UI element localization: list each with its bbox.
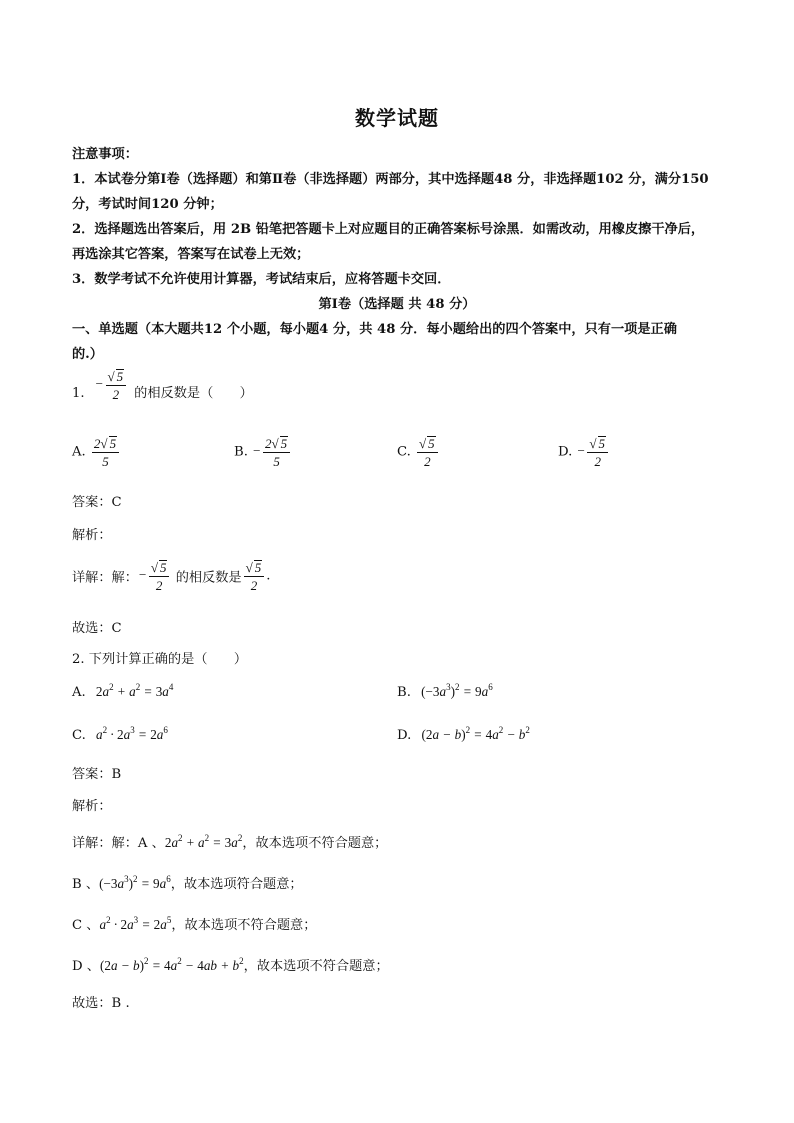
section-heading-cont: 的.） (72, 347, 103, 362)
page-title: 数学试题 (355, 106, 439, 130)
q1-detail-expression-2: $\frac{√ 5}{2}$ (244, 560, 265, 592)
notice-line-3: 2．选择题选出答案后，用 2B 铅笔把答题卡上对应题目的正确答案标号涂黑．如需改动，用橡皮擦干净后， (72, 222, 705, 237)
q2-detail-b: B 、$(-3a^3)^2 = 9a^6$，故本选项符合题意； (72, 874, 303, 892)
q2-detail-a-expression: $2a^2 + a^2 = 3a^2$ (164, 833, 243, 850)
q1-option-a[interactable]: A. $\frac{2√ 5}{5}$ (72, 436, 121, 468)
q2-option-a[interactable]: A. $2a^2 + a^2 = 3a^4$ (72, 682, 174, 700)
q1-detail-expression-1: − $\frac{√ 5}{2}$ (138, 567, 172, 582)
q2-option-b[interactable]: B. $(-3a^3)^2 = 9a^6$ (397, 682, 493, 700)
section-heading: 一、单选题（本大题共12 个小题，每小题4 分，共 48 分．每小题给出的四个答案中，只有一项是正确 (72, 322, 677, 337)
notice-line-4: 再选涂其它答案，答案写在试卷上无效； (72, 247, 310, 262)
q2-option-b-expression: $(-3a^3)^2 = 9a^6$ (421, 682, 493, 699)
q2-detail-d: D 、$(2a - b)^2 = 4a^2 - 4ab + b^2$，故本选项不符合题意； (72, 956, 389, 974)
q2-option-a-expression: $2a^2 + a^2 = 3a^4$ (95, 682, 174, 699)
q2-option-d[interactable]: D. $(2a - b)^2 = 4a^2 - b^2$ (397, 725, 530, 743)
q2-detail-c: C 、$a^2 \cdot 2a^3 = 2a^5$，故本选项不符合题意； (72, 915, 317, 933)
q2-stem: 2. 下列计算正确的是（ ） (72, 652, 248, 667)
q1-expression: − $\frac{√ 5}{2}$ (95, 369, 129, 401)
q1-option-b[interactable]: B. − $\frac{2√ 5}{5}$ (234, 436, 292, 468)
q1-answer: 答案：C (72, 495, 122, 510)
q2-choose: 故选：B . (72, 996, 130, 1011)
q1-option-d-expression: − $\frac{√ 5}{2}$ (577, 443, 611, 458)
notice-heading: 注意事项： (72, 147, 138, 162)
q2-option-c[interactable]: C. $a^2 \cdot 2a^3 = 2a^6$ (72, 725, 168, 743)
q2-detail-d-expression: $(2a - b)^2 = 4a^2 - 4ab + b^2$ (99, 956, 244, 973)
notice-line-5: 3．数学考试不允许使用计算器，考试结束后，应将答题卡交回． (72, 272, 451, 287)
q1-option-c[interactable]: C. $\frac{√ 5}{2}$ (397, 436, 440, 468)
q2-answer: 答案：B (72, 767, 122, 782)
q2-option-d-expression: $(2a - b)^2 = 4a^2 - b^2$ (421, 725, 530, 742)
q1-choose: 故选：C (72, 621, 122, 636)
q1-analysis-label: 解析： (72, 528, 112, 543)
q1-detail: 详解：解：− $\frac{√ 5}{2}$ 的相反数是 $\frac{√ 5}{2}$ . (72, 560, 271, 593)
notice-line-2: 分，考试时间120 分钟； (72, 197, 223, 212)
q2-detail-c-expression: $a^2 \cdot 2a^3 = 2a^5$ (99, 915, 172, 932)
q1-option-c-expression: $\frac{√ 5}{2}$ (417, 436, 438, 468)
q2-option-c-expression: $a^2 \cdot 2a^3 = 2a^6$ (96, 725, 168, 742)
q1-number: 1. (72, 386, 85, 401)
q1-option-a-expression: $\frac{2√ 5}{5}$ (92, 436, 119, 468)
q1-stem: 1.− $\frac{√ 5}{2}$ 的相反数是（ ） (72, 369, 253, 402)
q2-analysis-label: 解析： (72, 799, 112, 814)
q2-detail-a: 详解：解：A 、$2a^2 + a^2 = 3a^2$，故本选项不符合题意； (72, 833, 388, 851)
part-heading: 第Ⅰ卷（选择题 共 48 分） (318, 297, 476, 312)
q1-option-d[interactable]: D. − $\frac{√ 5}{2}$ (558, 436, 610, 468)
notice-line-1: 1．本试卷分第Ⅰ卷（选择题）和第Ⅱ卷（非选择题）两部分，其中选择题48 分，非选择题102 分，满分150 (72, 172, 709, 187)
q2-detail-b-expression: $(-3a^3)^2 = 9a^6$ (99, 874, 171, 891)
q1-option-b-expression: − $\frac{2√ 5}{5}$ (252, 443, 292, 458)
